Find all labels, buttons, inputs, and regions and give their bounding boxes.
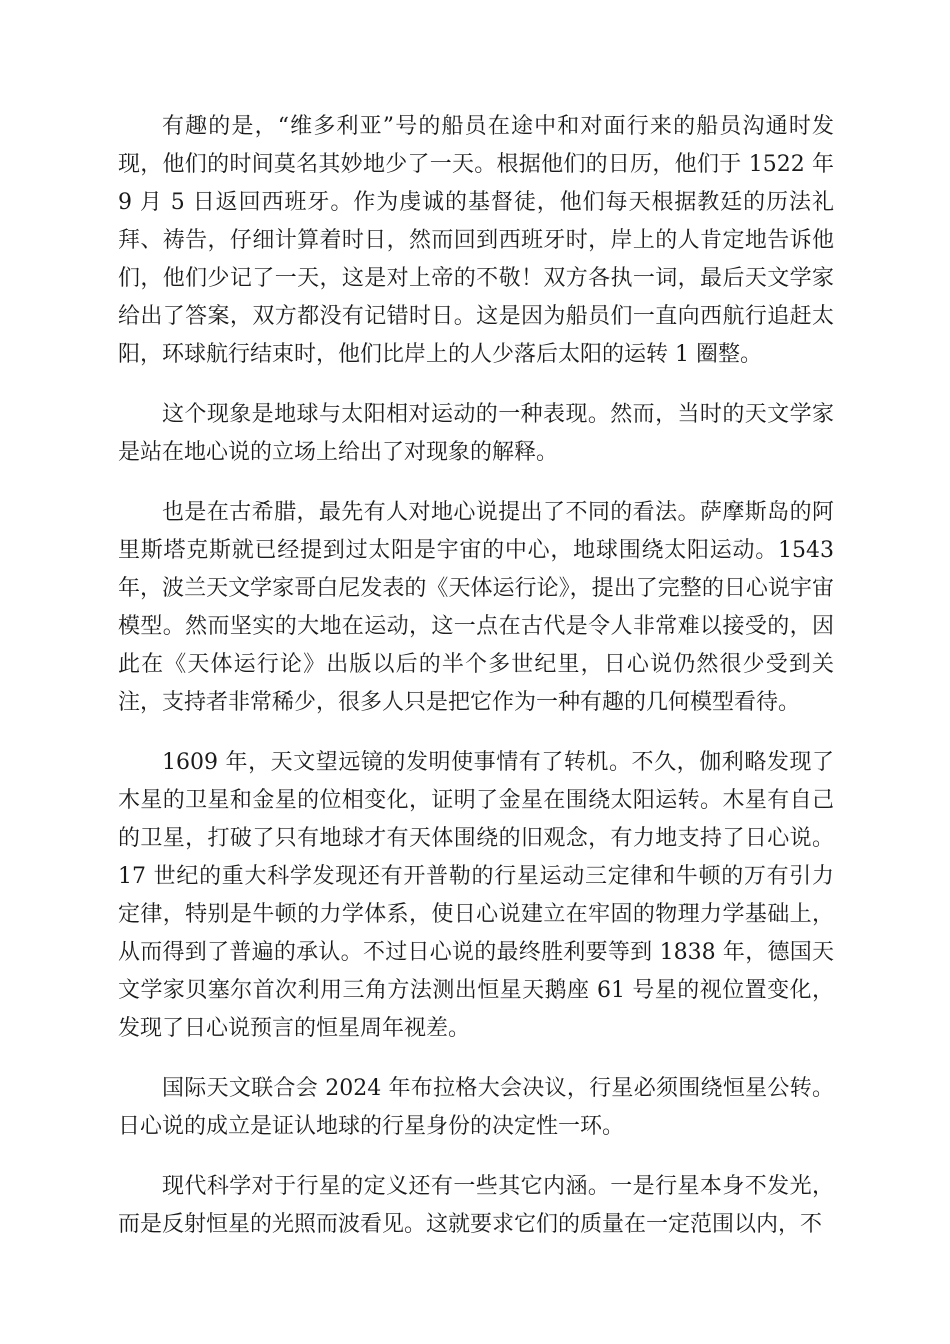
paragraph-heliocentric-origin: 也是在古希腊，最先有人对地心说提出了不同的看法。萨摩斯岛的阿里斯塔克斯就已经提到过太阳是宇宙的中心，地球围绕太阳运动。1543 年，波兰天文学家哥白尼发表的《天体运行论》，提出了完整的日心说宇宙模型。然而坚实的大地在运动，这一点在古代是令人非常难以接受的，因此在《天体运行论》出版以后的半个多世纪里，日心说仍然很少受到关注，支持者非常稀少，很多人只是把它作为一种有趣的几何模型看待。 bbox=[118, 500, 834, 715]
paragraph-relative-motion: 这个现象是地球与太阳相对运动的一种表现。然而，当时的天文学家是站在地心说的立场上给出了对现象的解释。 bbox=[118, 402, 834, 465]
paragraph-telescope-1609: 1609 年，天文望远镜的发明使事情有了转机。不久，伽利略发现了木星的卫星和金星的位相变化，证明了金星在围绕太阳运转。木星有自己的卫星，打破了只有地球才有天体围绕的旧观念，有力地支持了日心说。17 世纪的重大科学发现还有开普勒的行星运动三定律和牛顿的万有引力定律，特别是牛顿的力学体系，使日心说建立在牢固的物理力学基础上，从而得到了普遍的承认。不过日心说的最终胜利要等到 1838 年，德国天文学家贝塞尔首次利用三角方法测出恒星天鹅座 61 号星的视位置变化，发现了日心说预言的恒星周年视差。 bbox=[118, 750, 834, 1041]
paragraph-iau-resolution: 国际天文联合会 2024 年布拉格大会决议，行星必须围绕恒星公转。日心说的成立是证认地球的行星身份的决定性一环。 bbox=[118, 1076, 834, 1139]
paragraph-victoria-crew: 有趣的是，“维多利亚”号的船员在途中和对面行来的船员沟通时发现，他们的时间莫名其妙地少了一天。根据他们的日历，他们于 1522 年 9 月 5 日返回西班牙。作为虔诚的基督徒，他们每天根据教廷的历法礼拜、祷告，仔细计算着时日，然而回到西班牙时，岸上的人肯定地告诉他们，他们少记了一天，这是对上帝的不敬！双方各执一词，最后天文学家给出了答案，双方都没有记错时日。这是因为船员们一直向西航行追赶太阳，环球航行结束时，他们比岸上的人少落后太阳的运转 1 圈整。 bbox=[118, 114, 834, 367]
document-page bbox=[118, 108, 834, 1266]
paragraph-planet-definition: 现代科学对于行星的定义还有一些其它内涵。一是行星本身不发光，而是反射恒星的光照而波看见。这就要求它们的质量在一定范围以内，不 bbox=[118, 1174, 834, 1237]
